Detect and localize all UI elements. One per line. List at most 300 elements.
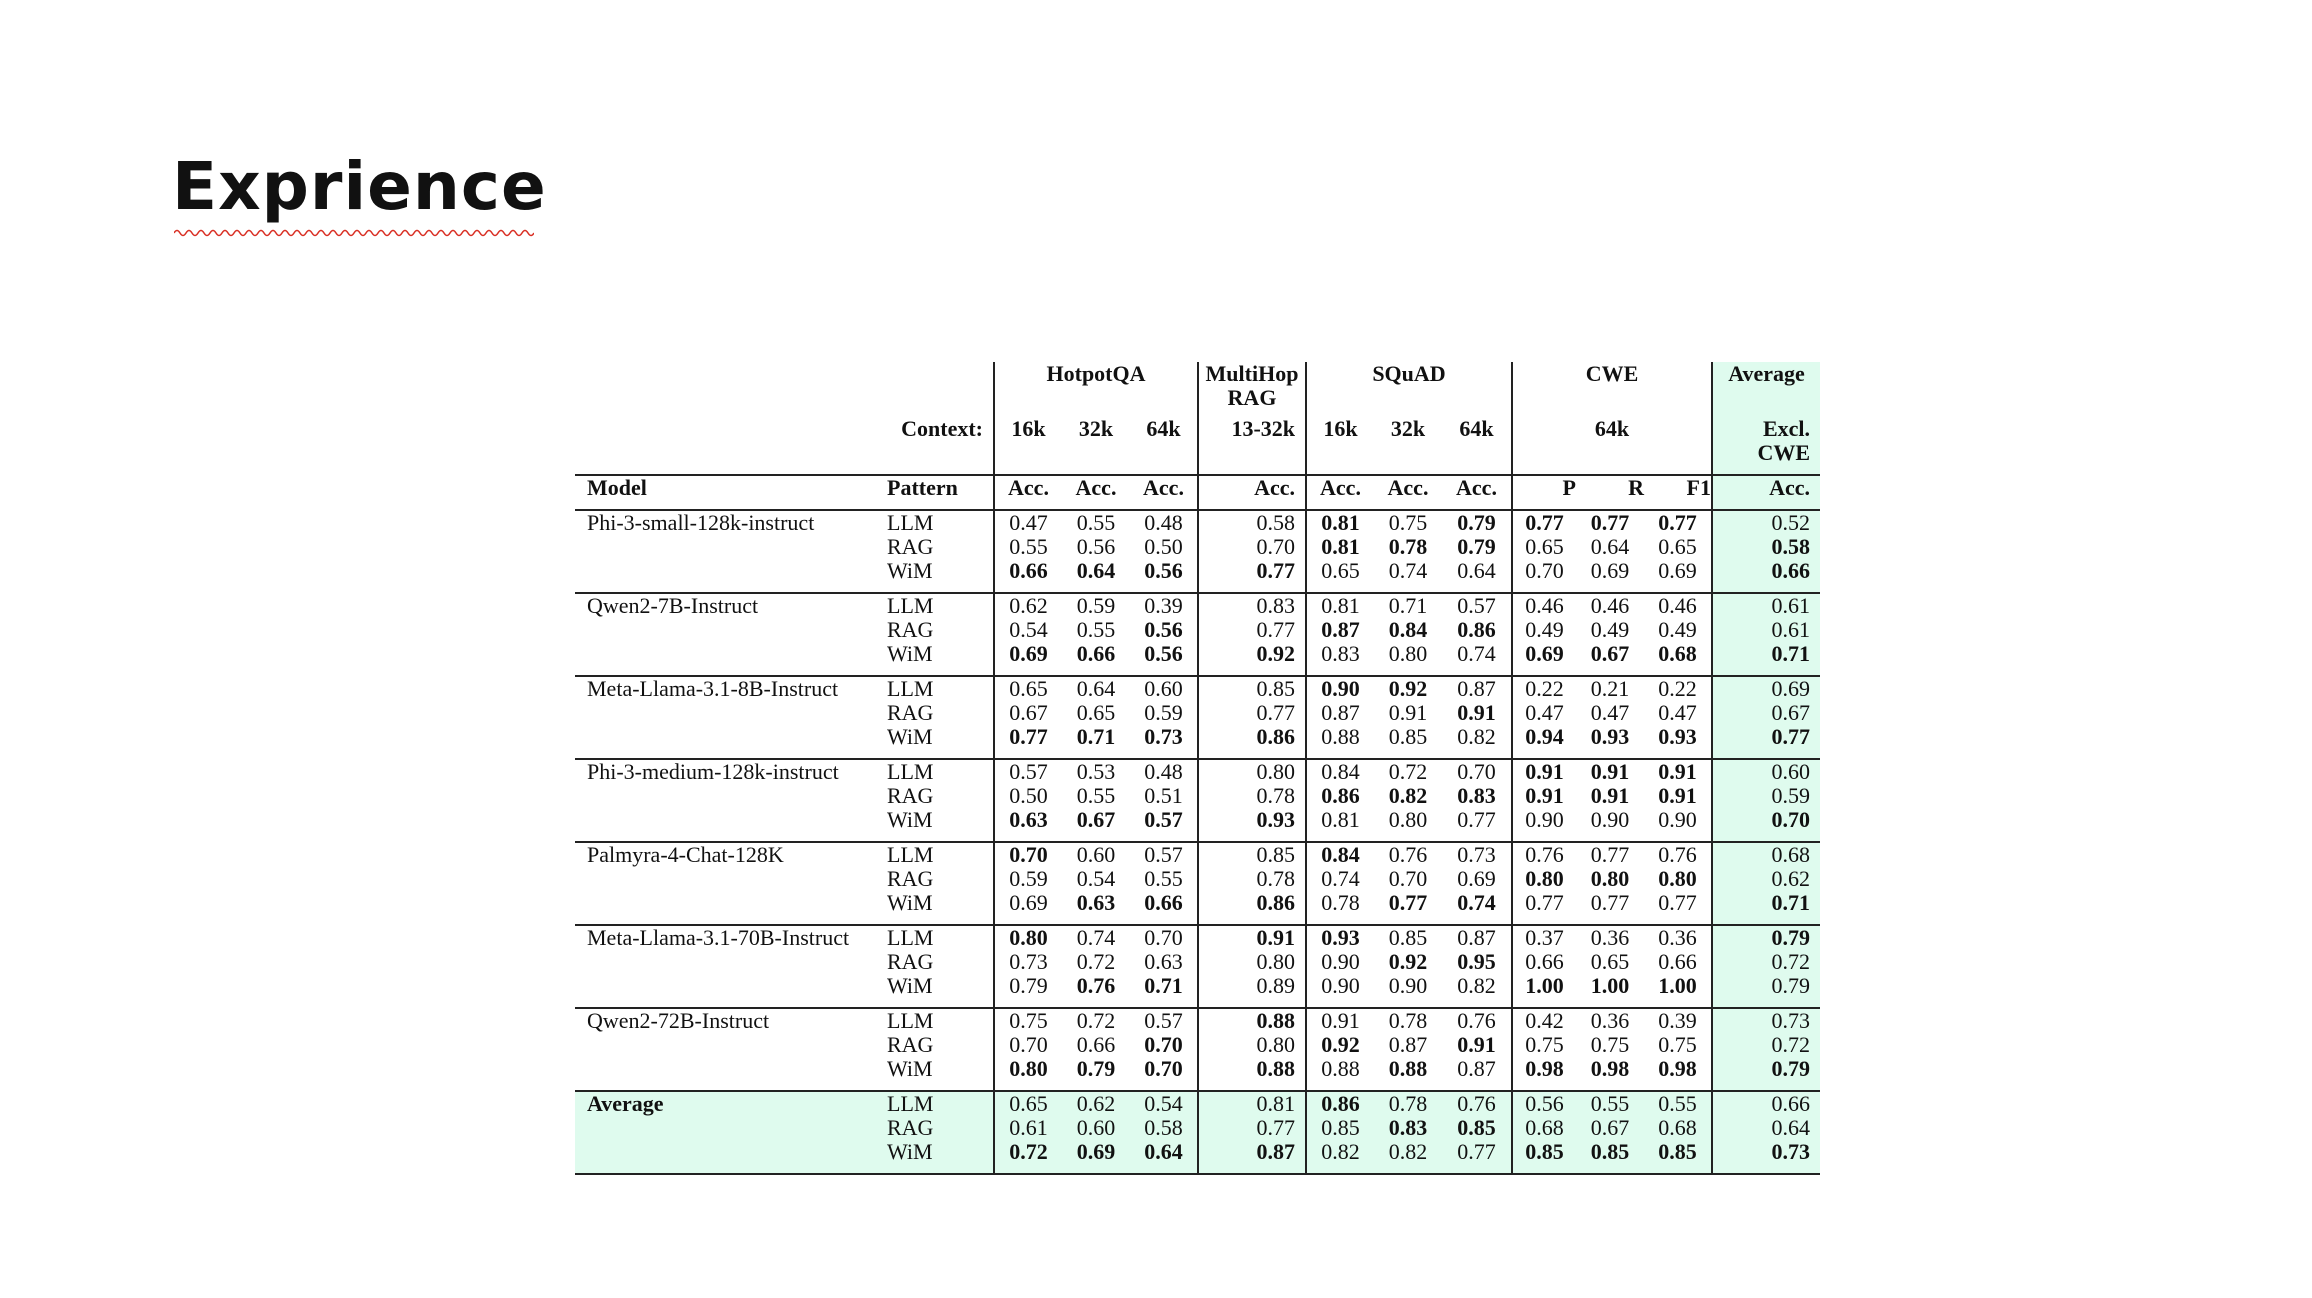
value-cell: 0.79: [1712, 925, 1820, 950]
value-cell: 0.37: [1512, 925, 1576, 950]
value-cell: 0.76: [1076, 973, 1116, 998]
value-cell: 0.77: [1590, 510, 1630, 535]
value-cell: 0.91: [1658, 783, 1697, 808]
value-cell: 0.87: [1306, 701, 1374, 725]
pattern-cell: WiM: [887, 973, 933, 998]
value-cell: 0.77: [1198, 618, 1306, 642]
value-cell: 0.64: [1076, 676, 1116, 701]
group-multihop-rag: [1198, 362, 1306, 410]
value-cell: 0.72: [1712, 950, 1820, 974]
value-cell: 0.77: [1388, 890, 1428, 915]
table-row: [575, 759, 1820, 784]
value-cell: 0.81: [1306, 593, 1374, 618]
value-cell: 0.72: [1076, 949, 1116, 974]
group-hotpotqa: HotpotQA: [994, 362, 1198, 410]
value-cell: 0.86: [1457, 617, 1496, 642]
value-cell: 0.82: [1388, 783, 1428, 808]
value-cell: 0.98: [1658, 1056, 1697, 1081]
value-cell: 0.78: [1388, 1008, 1428, 1033]
pattern-cell: LLM: [887, 1091, 994, 1116]
value-cell: 0.46: [1512, 593, 1576, 618]
value-cell: 0.55: [1144, 866, 1183, 891]
table-row: [575, 867, 1820, 891]
value-cell: 0.64: [1590, 534, 1630, 559]
value-cell: 0.84: [1306, 842, 1374, 867]
value-cell: 0.86: [1306, 1091, 1374, 1116]
value-cell: 0.70: [1512, 559, 1576, 583]
table-row: [575, 925, 1820, 950]
pattern-cell: LLM: [887, 676, 934, 701]
value-cell: 0.67: [1576, 1116, 1644, 1140]
pattern-cell: LLM: [887, 925, 934, 950]
value-cell: 0.69: [1590, 558, 1630, 583]
value-cell: 0.88: [1198, 1057, 1306, 1081]
value-cell: 0.79: [994, 974, 1062, 998]
value-cell: 0.93: [1198, 808, 1306, 832]
value-cell: 0.77: [1658, 890, 1697, 915]
value-cell: 0.74: [1076, 925, 1116, 950]
value-cell: 0.74: [1388, 558, 1428, 583]
value-cell: 0.85: [1512, 1140, 1576, 1164]
table-row: [575, 701, 1820, 725]
value-cell: 0.56: [1076, 534, 1116, 559]
excl-line2: CWE: [1757, 440, 1810, 465]
group-squad: SQuAD: [1306, 362, 1512, 410]
value-cell: 0.87: [1457, 676, 1496, 701]
value-cell: 0.80: [1512, 867, 1576, 891]
value-cell: 0.80: [1198, 1033, 1306, 1057]
value-cell: 0.86: [1306, 784, 1374, 808]
value-cell: 0.91: [1658, 759, 1697, 784]
value-cell: 0.77: [1658, 510, 1697, 535]
value-cell: 0.75: [1658, 1032, 1697, 1057]
value-cell: 0.66: [1512, 950, 1576, 974]
table-row: [575, 842, 1820, 867]
value-cell: 0.84: [1388, 617, 1428, 642]
context-cell: 32k: [1078, 416, 1114, 441]
value-cell: 0.49: [1512, 618, 1576, 642]
value-cell: 0.87: [1457, 1056, 1496, 1081]
metric-header-row: [575, 475, 1820, 500]
value-cell: 0.39: [1658, 1008, 1697, 1033]
value-cell: 0.79: [1712, 1057, 1820, 1081]
value-cell: 0.47: [1658, 700, 1697, 725]
value-cell: 0.66: [1144, 890, 1183, 915]
value-cell: 0.70: [994, 1033, 1062, 1057]
value-cell: 0.77: [1198, 701, 1306, 725]
value-cell: 0.66: [1076, 1032, 1116, 1057]
value-cell: 0.85: [1306, 1116, 1374, 1140]
value-cell: 0.86: [1198, 725, 1306, 749]
model-name: Meta-Llama-3.1-70B-Instruct: [587, 925, 850, 950]
value-cell: 0.81: [1198, 1091, 1306, 1116]
model-name: Meta-Llama-3.1-8B-Instruct: [587, 676, 839, 701]
value-cell: 0.85: [1388, 925, 1428, 950]
value-cell: 0.87: [1198, 1140, 1306, 1164]
value-cell: 0.67: [994, 701, 1062, 725]
value-cell: 0.78: [1374, 1091, 1442, 1116]
value-cell: 0.56: [1144, 617, 1183, 642]
value-cell: 0.73: [1457, 842, 1496, 867]
value-cell: 0.64: [1076, 558, 1116, 583]
value-cell: 0.73: [1712, 1140, 1820, 1164]
value-cell: 0.78: [1198, 867, 1306, 891]
value-cell: 0.69: [1457, 866, 1496, 891]
value-cell: 0.47: [1590, 700, 1630, 725]
value-cell: 0.85: [1198, 842, 1306, 867]
value-cell: 0.69: [994, 642, 1062, 666]
value-cell: 0.90: [1658, 807, 1697, 832]
value-cell: 0.67: [1590, 641, 1630, 666]
value-cell: 0.57: [994, 759, 1062, 784]
table-row: [575, 1091, 1820, 1116]
metric-header: Acc.: [1306, 475, 1374, 500]
value-cell: 0.36: [1590, 1008, 1630, 1033]
table-row: [575, 593, 1820, 618]
value-cell: 0.70: [1457, 759, 1496, 784]
value-cell: 0.80: [1198, 950, 1306, 974]
value-cell: 0.66: [994, 559, 1062, 583]
value-cell: 0.57: [1144, 1008, 1183, 1033]
value-cell: 0.60: [1076, 842, 1116, 867]
metric-header: Acc.: [1387, 475, 1429, 500]
value-cell: 0.91: [1512, 759, 1576, 784]
value-cell: 0.74: [1306, 867, 1374, 891]
value-cell: 0.81: [1306, 808, 1374, 832]
value-cell: 0.48: [1144, 759, 1183, 784]
value-cell: 0.77: [1590, 842, 1630, 867]
value-cell: 0.62: [994, 593, 1062, 618]
value-cell: 0.91: [1388, 700, 1428, 725]
value-cell: 0.91: [1457, 700, 1496, 725]
context-header-row: [575, 417, 1820, 465]
table-row: [575, 559, 1820, 583]
value-cell: 0.90: [1512, 808, 1576, 832]
metric-header: Acc.: [1075, 475, 1117, 500]
value-cell: 0.77: [1712, 725, 1820, 749]
value-cell: 0.60: [1144, 676, 1183, 701]
results-table: [575, 362, 1820, 1175]
value-cell: 0.84: [1306, 759, 1374, 784]
value-cell: 0.86: [1198, 891, 1306, 915]
value-cell: 0.78: [1198, 784, 1306, 808]
value-cell: 0.59: [1144, 700, 1183, 725]
value-cell: 0.77: [1442, 1140, 1512, 1164]
value-cell: 0.90: [1590, 807, 1630, 832]
value-cell: 0.59: [1712, 784, 1820, 808]
value-cell: 0.85: [1644, 1140, 1712, 1164]
value-cell: 0.77: [1198, 1116, 1306, 1140]
pattern-cell: LLM: [887, 842, 934, 867]
metric-header: Acc.: [1198, 475, 1306, 500]
value-cell: 0.95: [1457, 949, 1496, 974]
value-cell: 0.89: [1198, 974, 1306, 998]
table-row: [575, 891, 1820, 915]
value-cell: 0.74: [1457, 890, 1496, 915]
table-row: [575, 1057, 1820, 1081]
value-cell: 0.65: [1076, 700, 1116, 725]
value-cell: 0.88: [1198, 1008, 1306, 1033]
value-cell: 0.76: [1388, 842, 1428, 867]
value-cell: 0.80: [1658, 866, 1697, 891]
value-cell: 0.76: [1658, 842, 1697, 867]
value-cell: 0.70: [994, 842, 1062, 867]
value-cell: 0.87: [1457, 925, 1496, 950]
value-cell: 0.80: [994, 925, 1062, 950]
value-cell: 1.00: [1590, 973, 1630, 998]
value-cell: 0.68: [1644, 1116, 1712, 1140]
table-row: [575, 1116, 1820, 1140]
value-cell: 0.66: [1712, 559, 1820, 583]
value-cell: 0.21: [1590, 676, 1630, 701]
value-cell: 0.73: [1712, 1008, 1820, 1033]
value-cell: 0.54: [1076, 866, 1116, 891]
value-cell: 0.82: [1374, 1140, 1442, 1164]
excl-cwe-label: [1712, 417, 1820, 465]
value-cell: 1.00: [1658, 973, 1697, 998]
pattern-cell: WiM: [887, 724, 933, 749]
table-row: [575, 535, 1820, 559]
value-cell: 0.93: [1658, 724, 1697, 749]
value-cell: 0.61: [1712, 618, 1820, 642]
context-cell: 16k: [1306, 417, 1374, 465]
value-cell: 0.39: [1144, 593, 1183, 618]
value-cell: 0.76: [1512, 842, 1576, 867]
table-row: [575, 1033, 1820, 1057]
value-cell: 0.82: [1457, 724, 1496, 749]
value-cell: 0.88: [1306, 725, 1374, 749]
value-cell: 0.76: [1442, 1091, 1512, 1116]
value-cell: 0.92: [1198, 642, 1306, 666]
value-cell: 0.70: [1712, 808, 1820, 832]
table-row: [575, 510, 1820, 535]
value-cell: 0.81: [1306, 535, 1374, 559]
pattern-cell: LLM: [887, 510, 934, 535]
value-cell: 0.36: [1590, 925, 1630, 950]
value-cell: 0.79: [1457, 510, 1496, 535]
value-cell: 0.61: [994, 1116, 1062, 1140]
model-name: Phi-3-medium-128k-instruct: [587, 759, 839, 784]
value-cell: 0.92: [1306, 1033, 1374, 1057]
model-name: Average: [575, 1091, 887, 1116]
value-cell: 0.75: [1590, 1032, 1630, 1057]
table-row: [575, 784, 1820, 808]
value-cell: 0.78: [1306, 891, 1374, 915]
context-cell: 64k: [1459, 416, 1494, 441]
value-cell: 0.91: [1198, 925, 1306, 950]
value-cell: 0.59: [994, 867, 1062, 891]
pattern-cell: LLM: [887, 593, 934, 618]
value-cell: 0.77: [1198, 559, 1306, 583]
context-label: Context:: [901, 416, 983, 441]
value-cell: 0.49: [1590, 617, 1630, 642]
value-cell: 0.77: [1512, 891, 1576, 915]
slide-title: Exprience: [172, 148, 547, 225]
value-cell: 0.90: [1388, 973, 1428, 998]
table-row: [575, 950, 1820, 974]
value-cell: 0.71: [1388, 593, 1428, 618]
value-cell: 0.66: [1076, 641, 1116, 666]
table-row: [575, 974, 1820, 998]
pattern-cell: RAG: [887, 1116, 994, 1140]
header-pattern: Pattern: [887, 475, 958, 500]
table-row: [575, 642, 1820, 666]
header-model: Model: [587, 475, 647, 500]
value-cell: 0.68: [1712, 842, 1820, 867]
value-cell: 0.64: [1130, 1140, 1198, 1164]
value-cell: 0.65: [994, 676, 1062, 701]
value-cell: 0.77: [1590, 890, 1630, 915]
pattern-cell: WiM: [887, 1140, 994, 1164]
excl-line1: Excl.: [1762, 416, 1810, 441]
model-name: Qwen2-72B-Instruct: [587, 1008, 770, 1033]
metric-header: Acc.: [1143, 475, 1184, 500]
context-cell: 64k: [1146, 416, 1181, 441]
value-cell: 0.70: [1144, 1032, 1183, 1057]
value-cell: 0.56: [1144, 558, 1183, 583]
value-cell: 0.87: [1388, 1032, 1428, 1057]
value-cell: 0.57: [1457, 593, 1496, 618]
value-cell: 0.78: [1388, 534, 1428, 559]
value-cell: 0.68: [1512, 1116, 1576, 1140]
value-cell: 0.67: [1712, 701, 1820, 725]
value-cell: 0.85: [1442, 1116, 1512, 1140]
value-cell: 0.90: [1306, 950, 1374, 974]
value-cell: 0.64: [1712, 1116, 1820, 1140]
value-cell: 0.65: [1658, 534, 1697, 559]
context-cell: 13-32k: [1198, 417, 1306, 465]
value-cell: 0.68: [1658, 641, 1697, 666]
value-cell: 0.82: [1457, 973, 1496, 998]
value-cell: 0.58: [1130, 1116, 1198, 1140]
metric-header: Acc.: [1456, 475, 1497, 500]
value-cell: 0.83: [1198, 593, 1306, 618]
pattern-cell: WiM: [887, 890, 933, 915]
value-cell: 0.80: [1388, 641, 1428, 666]
value-cell: 0.72: [1076, 1008, 1116, 1033]
value-cell: 0.55: [1076, 783, 1116, 808]
value-cell: 0.50: [1144, 534, 1183, 559]
value-cell: 0.94: [1512, 725, 1576, 749]
value-cell: 0.77: [994, 725, 1062, 749]
table-row: [575, 676, 1820, 701]
value-cell: 0.79: [1712, 974, 1820, 998]
value-cell: 0.75: [1388, 510, 1428, 535]
value-cell: 0.92: [1388, 676, 1428, 701]
value-cell: 0.54: [1130, 1091, 1198, 1116]
value-cell: 0.98: [1590, 1056, 1630, 1081]
value-cell: 0.69: [1658, 558, 1697, 583]
value-cell: 0.85: [1198, 676, 1306, 701]
value-cell: 0.62: [1062, 1091, 1130, 1116]
pattern-cell: RAG: [887, 866, 934, 891]
value-cell: 0.46: [1590, 593, 1630, 618]
value-cell: 0.80: [994, 1057, 1062, 1081]
value-cell: 0.90: [1306, 974, 1374, 998]
value-cell: 0.83: [1457, 783, 1496, 808]
value-cell: 0.64: [1457, 558, 1496, 583]
value-cell: 0.59: [1076, 593, 1116, 618]
value-cell: 0.42: [1512, 1008, 1576, 1033]
value-cell: 0.92: [1388, 949, 1428, 974]
value-cell: 0.79: [1457, 534, 1496, 559]
value-cell: 0.85: [1388, 724, 1428, 749]
value-cell: 0.93: [1306, 925, 1374, 950]
value-cell: 0.75: [994, 1008, 1062, 1033]
metric-header: Acc.: [994, 475, 1062, 500]
group-multihop-line1: MultiHop: [1205, 361, 1299, 386]
value-cell: 0.71: [1144, 973, 1183, 998]
pattern-cell: WiM: [887, 1056, 933, 1081]
value-cell: 0.73: [994, 950, 1062, 974]
value-cell: 0.63: [1144, 949, 1183, 974]
value-cell: 0.36: [1658, 925, 1697, 950]
value-cell: 0.58: [1712, 535, 1820, 559]
value-cell: 0.71: [1712, 891, 1820, 915]
pattern-cell: RAG: [887, 1032, 934, 1057]
value-cell: 0.81: [1306, 510, 1374, 535]
value-cell: 0.66: [1712, 1091, 1820, 1116]
value-cell: 0.70: [1198, 535, 1306, 559]
value-cell: 0.91: [1512, 784, 1576, 808]
value-cell: 0.70: [1144, 1056, 1183, 1081]
value-cell: 0.60: [1712, 759, 1820, 784]
value-cell: 0.85: [1576, 1140, 1644, 1164]
value-cell: 0.46: [1658, 593, 1697, 618]
value-cell: 0.72: [1388, 759, 1428, 784]
value-cell: 0.91: [1590, 783, 1630, 808]
value-cell: 0.62: [1712, 867, 1820, 891]
value-cell: 0.69: [1512, 642, 1576, 666]
value-cell: 0.65: [1306, 559, 1374, 583]
pattern-cell: WiM: [887, 558, 933, 583]
value-cell: 0.55: [994, 535, 1062, 559]
group-multihop-line2: RAG: [1227, 385, 1277, 410]
value-cell: 0.91: [1457, 1032, 1496, 1057]
value-cell: 0.88: [1306, 1057, 1374, 1081]
table-row: [575, 725, 1820, 749]
value-cell: 0.52: [1712, 510, 1820, 535]
pattern-cell: RAG: [887, 949, 934, 974]
group-header-row: [575, 362, 1820, 410]
table-row: [575, 618, 1820, 642]
value-cell: 0.65: [994, 1091, 1062, 1116]
value-cell: 0.50: [994, 784, 1062, 808]
pattern-cell: RAG: [887, 534, 934, 559]
context-cell: 32k: [1390, 416, 1426, 441]
spellcheck-underline: [174, 228, 534, 238]
pattern-cell: RAG: [887, 783, 934, 808]
pattern-cell: LLM: [887, 759, 934, 784]
value-cell: 0.74: [1457, 641, 1496, 666]
value-cell: 0.60: [1062, 1116, 1130, 1140]
value-cell: 0.55: [1576, 1091, 1644, 1116]
value-cell: 0.53: [1076, 759, 1116, 784]
pattern-cell: WiM: [887, 807, 933, 832]
value-cell: 0.98: [1512, 1057, 1576, 1081]
value-cell: 0.56: [1144, 641, 1183, 666]
value-cell: 0.65: [1590, 949, 1630, 974]
value-cell: 0.67: [1076, 807, 1116, 832]
value-cell: 0.87: [1306, 618, 1374, 642]
metric-header: Acc.: [1712, 475, 1820, 500]
value-cell: 0.58: [1198, 510, 1306, 535]
value-cell: 0.69: [994, 891, 1062, 915]
value-cell: 0.80: [1590, 866, 1630, 891]
value-cell: 0.66: [1658, 949, 1697, 974]
value-cell: 0.80: [1198, 759, 1306, 784]
model-name: Qwen2-7B-Instruct: [587, 593, 759, 618]
